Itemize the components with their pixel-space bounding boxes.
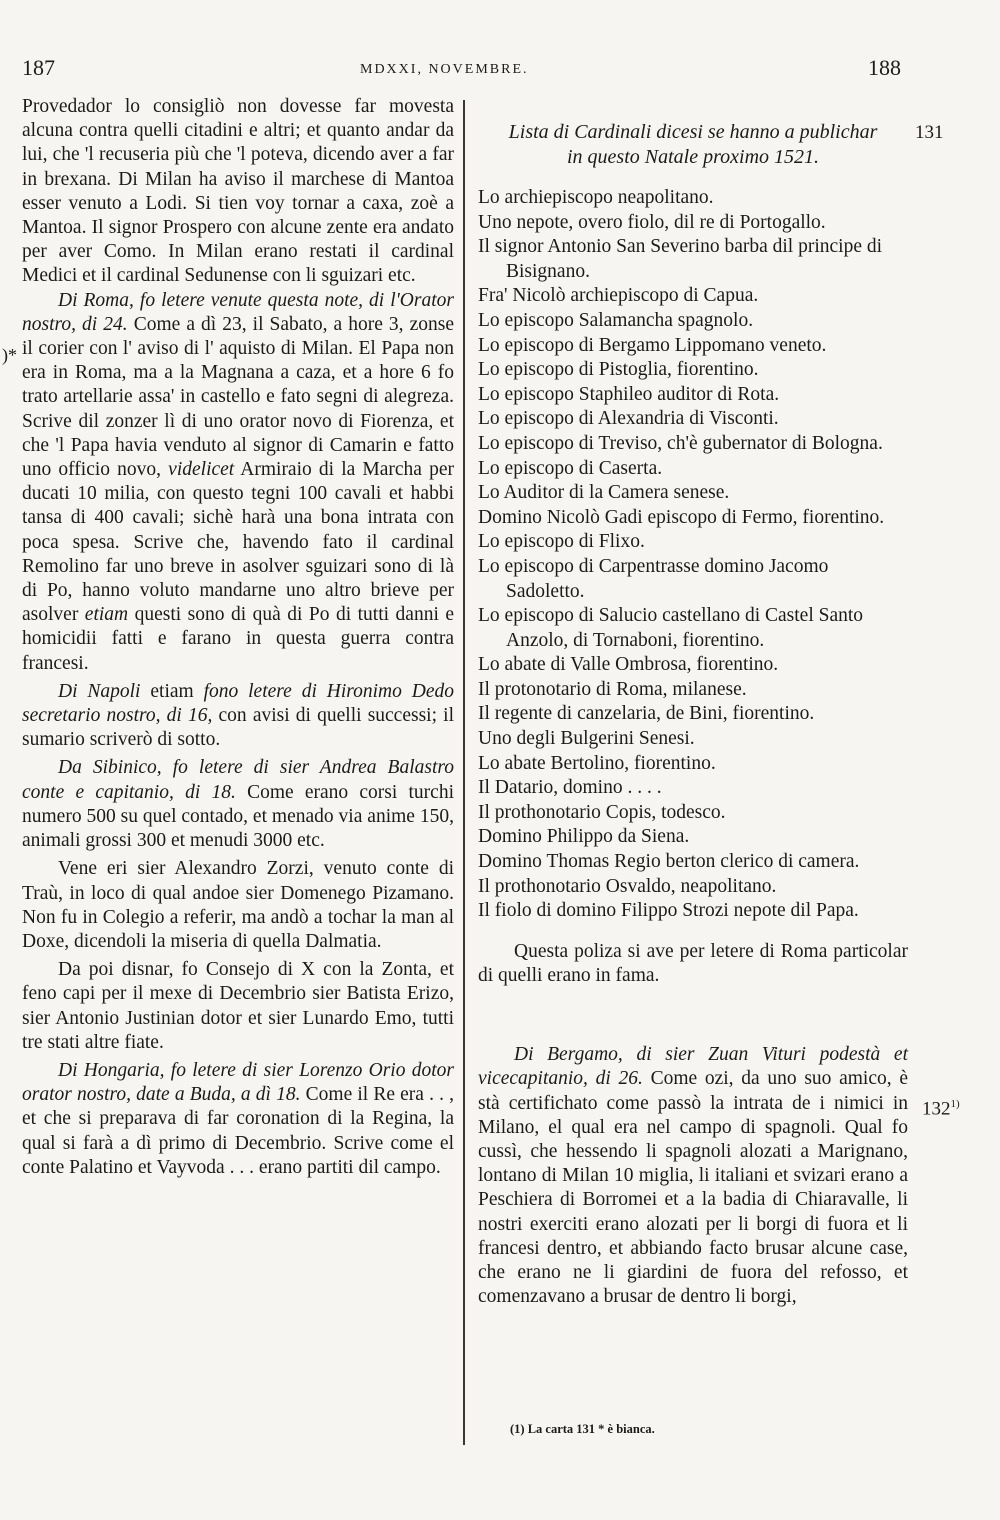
list-item: Lo episcopo di Bergamo Lippomano veneto. [478, 334, 827, 356]
margin-number-131: 131 [915, 122, 944, 143]
list-item: Uno nepote, overo fiolo, dil re di Portogallo. [478, 211, 826, 233]
margin-number-132-footnote-ref: 1) [950, 1098, 960, 1110]
heading-di-roma: Di Roma, fo letere venute questa note, di l'Orator nostro, di 24. [22, 289, 454, 335]
list-item: Il protonotario di Roma, milanese. [478, 678, 747, 700]
list-item: Lo episcopo di Treviso, ch'è gubernator di Bologna. [478, 432, 883, 454]
list-item: Lo archiepiscopo neapolitano. [478, 187, 714, 208]
heading-di-bergamo: Di Bergamo, di sier Zuan Vituri podestà et vicecapitanio, di 26. [478, 1044, 908, 1090]
word-etiam: etiam [84, 604, 129, 626]
list-item: Il regente di canzelaria, de Bini, fiorentino. [478, 703, 815, 725]
paragraph-poliza: Questa poliza si ave per letere di Roma particolar di quelli erano in fama. [478, 940, 908, 987]
word-videlicet: videlicet [168, 459, 235, 481]
text-di-roma-a: Come a dì 23, il Sabato, a hore 3, zonse il corier con l' aviso di l' aquisto di Milan. El Papa non era in Roma, ma a la Magnana a caza, et a hore 6 fo trato artellarie assa' in castello e fato segni di alegreza. Scrive dil zonzer lì di uno orator novo di Fiorenza, et che 'l Papa havia venduto al signor di Camarin e fatto uno officio novo, [22, 313, 454, 481]
list-item: Lo abate Bertolino, fiorentino. [478, 752, 716, 774]
list-item: Lo abate di Valle Ombrosa, fiorentino. [478, 654, 779, 676]
margin-asterisk-mark: )* [2, 345, 17, 365]
list-item: Domino Thomas Regio berton clerico di camera. [478, 851, 860, 873]
text-di-napoli-b: con avisi di quelli successi; il sumario scriverò di sotto. [22, 705, 454, 751]
paragraph-provedador: Provedador lo consigliò non dovesse far movesta alcuna contra quelli citadini e altri; et quanto andar da lui, che 'l recuseria più che 'l poteva, dicendo aver a far in brexana. Di Milan ha aviso il marchese di Mantoa esser venuto a Lodi. Si tien voy tornar a caxa, zoè a Mantoa. Il signor Prospero con alcune zente era andato per aver Como. In Milan erano restati il cardinal Medici et il cardinal Sedunense con li sguizari etc. [22, 96, 454, 287]
paragraph-di-roma [22, 289, 454, 676]
list-item: Lo episcopo di Pistoglia, fiorentino. [478, 359, 759, 381]
list-item: Lo episcopo di Carpentrasse domino Jacomo Sadoletto. [478, 555, 829, 602]
heading-di-napoli-2: fono letere di Hironimo Dedo secretario nostro, di 16, [22, 680, 454, 727]
paragraph-vene-eri: Vene eri sier Alexandro Zorzi, venuto conte di Traù, in loco di qual andoe sier Domenego Pizamano. Non fu in Colegio a referir, ma andò a tochar la man al Doxe, dicendoli la miseria di quella Dalmatia. [22, 858, 454, 952]
list-item: Domino Philippo da Siena. [478, 826, 690, 848]
footnote: (1) La carta 131 * è bianca. [510, 1422, 655, 1436]
column-divider [463, 100, 465, 1445]
list-item: Lo episcopo di Salucio castellano di Castel Santo Anzolo, di Tornaboni, fiorentino. [478, 605, 864, 651]
list-item: Fra' Nicolò archiepiscopo di Capua. [478, 285, 759, 307]
list-item: Domino Nicolò Gadi episcopo di Fermo, fiorentino. [478, 506, 885, 528]
list-item: Lo episcopo Staphileo auditor di Rota. [478, 383, 780, 405]
cardinal-list-title [478, 120, 908, 170]
paragraph-da-sibinico [22, 756, 454, 853]
running-title: MDXXI, NOVEMBRE. [360, 62, 529, 77]
text-di-bergamo: Come ozi, da uno suo amico, è stà certifichato come passò la intrata de i nimici in Milano, el qual era nel campo di spagnoli. Qual fo cussì, che hessendo li spagnoli alozati a Marignano, lontano di Milan 10 miglia, li italiani et svizari erano a Peschiera di Borromei et a la badia di Chiaravalle, li nostri exerciti erano alozati per li borgi di fuora et li francesi dentro, et abbiando facto brusar alcune case, che erano ne li giardini de fuora del refosso, et comenzavano a brusar de dentro li borgi, [478, 1068, 908, 1308]
list-item: Il Datario, domino . . . . [478, 777, 662, 799]
paragraph-da-poi-disnar: Da poi disnar, fo Consejo di X con la Zonta, et feno capi per il mexe di Decembrio sier Batista Erizo, sier Antonio Justinian dotor et sier Lunardo Emo, tutti tre stati altre fiate. [22, 959, 454, 1053]
left-column [22, 95, 454, 1180]
list-item: Il fiolo di domino Filippo Strozi nepote dil Papa. [478, 900, 859, 922]
margin-number-132-text: 132 [922, 1098, 951, 1120]
text-di-roma-b: Armiraio di la Marcha per ducati 10 milia, con questo tegni 100 cavali et habbi tansa di 400 cavali; sichè harà una bona intrata con poca spesa. Scrive che, havendo fato il cardinal Remolino far uno breve in asolver sguizari sono di là di Po, hanno voluto mandarne uno altro brieve per asolver [22, 459, 454, 626]
heading-di-hongaria: Di Hongaria, fo letere di sier Lorenzo Orio dotor orator nostro, date a Buda, a dì 18. [22, 1059, 454, 1106]
margin-number-132 [922, 1098, 960, 1120]
list-item: Lo episcopo di Flixo. [478, 531, 645, 553]
list-item: Il signor Antonio San Severino barba dil principe di Bisignano. [478, 236, 883, 282]
paragraph-di-bergamo [478, 1043, 908, 1309]
paragraph-di-hongaria [22, 1059, 454, 1180]
cardinal-list-title-line1: Lista di Cardinali dicesi se hanno a publichar [508, 121, 878, 143]
right-column [478, 95, 908, 1309]
page-number-left: 187 [22, 55, 55, 80]
list-item: Lo Auditor di la Camera senese. [478, 482, 730, 504]
list-item: Uno degli Bulgerini Senesi. [478, 728, 695, 750]
heading-da-sibinico: Da Sibinico, fo letere di sier Andrea Balastro conte e capitanio, di 18. [22, 757, 454, 803]
list-item: Lo episcopo di Alexandria di Visconti. [478, 408, 779, 430]
list-item: Lo episcopo Salamancha spagnolo. [478, 309, 754, 331]
list-item: Lo episcopo di Caserta. [478, 457, 663, 479]
cardinal-list [478, 186, 908, 924]
text-di-napoli-a: etiam [140, 680, 204, 702]
heading-di-napoli: Di Napoli [58, 680, 141, 702]
list-item: Il prothonotario Copis, todesco. [478, 801, 726, 823]
text-di-hongaria: Come il Re era . . , et che si preparava di far coronation di la Regina, la qual si farà a dì primo di Decembrio. Scrive come el conte Palatino et Vayvoda . . . erano partiti dil campo. [22, 1084, 454, 1178]
page-number-right: 188 [868, 55, 901, 80]
paragraph-di-napoli [22, 680, 454, 753]
text-di-roma-c: questi sono di quà di Po di tutti danni e homicidii fatti e farano in questa guerra contra francesi. [22, 604, 454, 674]
cardinal-list-title-line2: in questo Natale proximo 1521. [566, 146, 820, 168]
text-da-sibinico: Come erano corsi turchi numero 500 su quel contado, et menado via anime 150, animali grossi 300 et menudi 3000 etc. [22, 781, 454, 852]
list-item: Il prothonotario Osvaldo, neapolitano. [478, 875, 777, 897]
